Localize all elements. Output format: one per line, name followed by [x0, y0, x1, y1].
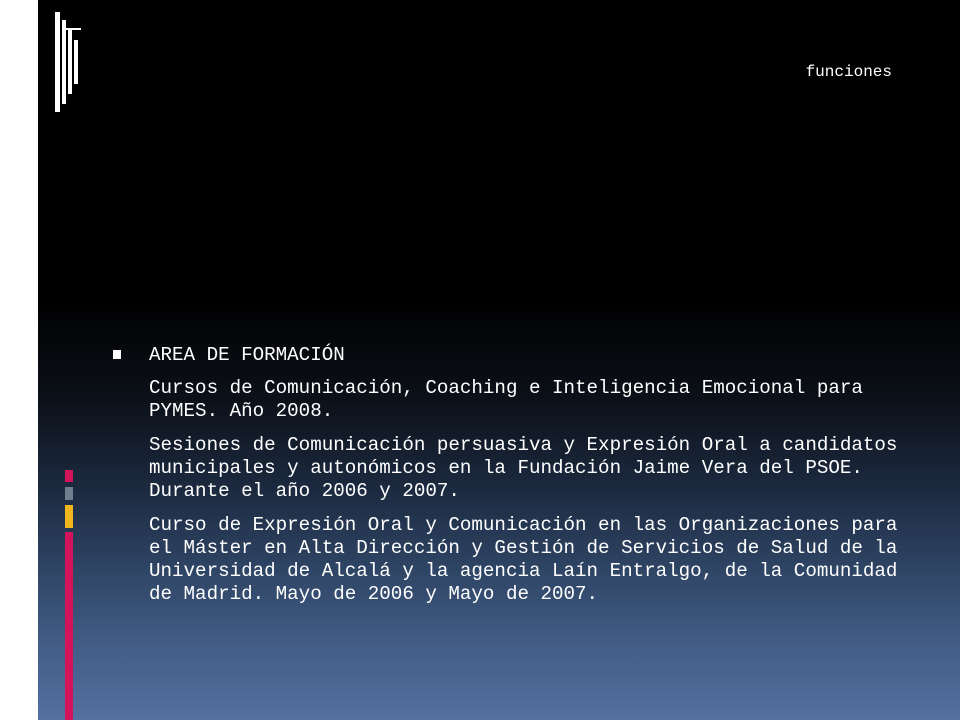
- square-bullet-icon: [113, 350, 121, 359]
- accent-bar-gray: [65, 487, 73, 500]
- bullet-item: [112, 344, 902, 367]
- accent-bar-pink-bottom: [65, 532, 73, 720]
- accent-bar-yellow: [65, 505, 73, 528]
- slide-title: funciones: [805, 63, 892, 81]
- paragraph-curso-expresion: Curso de Expresión Oral y Comunicación en las Organizaciones para el Máster en Alta Dirección y Gestión de Servicios de Salud de la Universidad de Alcalá y la agencia Laín Entralgo, de la Comunidad de Madrid. Mayo de 2006 y Mayo de 2007.: [149, 514, 898, 605]
- accent-bar-pink-top: [65, 470, 73, 482]
- paragraph-sesiones: Sesiones de Comunicación persuasiva y Expresión Oral a candidatos municipales y autonómicos en la Fundación Jaime Vera del PSOE. Durante el año 2006 y 2007.: [149, 434, 898, 502]
- window-panels-icon: [55, 12, 81, 112]
- left-white-strip: [0, 0, 38, 720]
- paragraph-cursos: Cursos de Comunicación, Coaching e Inteligencia Emocional para PYMES. Año 2008.: [149, 377, 863, 422]
- bullet-heading: AREA DE FORMACIÓN: [149, 344, 345, 366]
- slide-content: [112, 344, 902, 606]
